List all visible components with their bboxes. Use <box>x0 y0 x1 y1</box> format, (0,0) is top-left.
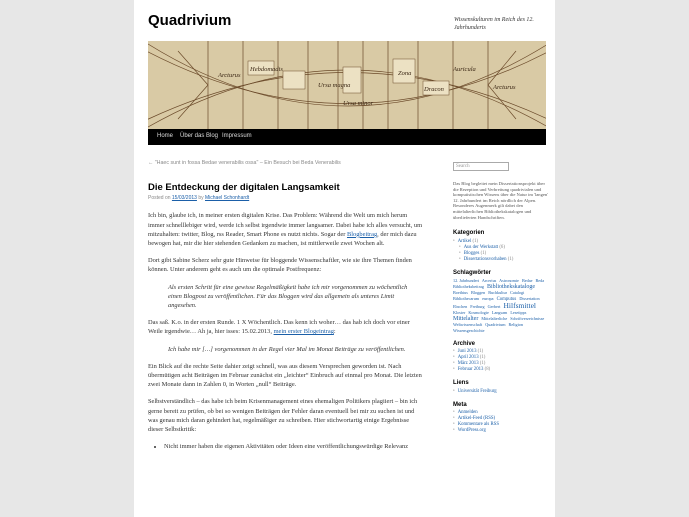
tag-link[interactable]: Religion <box>508 321 523 327</box>
meta-item-link[interactable]: WordPress.org <box>457 428 486 434</box>
category-item-link[interactable]: Artikel <box>457 238 472 244</box>
blockquote: Ich habe mir […] vorgenommen in der Regel vier Mal im Monat Beiträge zu veröffentlichen. <box>168 345 406 353</box>
category-item-link[interactable]: Dissertationsvorhaben <box>463 256 507 262</box>
archive-list <box>453 349 549 373</box>
tag-link[interactable]: Hilfsmittel <box>503 300 536 310</box>
tag-link[interactable]: Buchkultur <box>488 289 508 295</box>
paragraph-text: Das saß. K.o. in der ersten Runde. 1 X Wöchentlich. Das kenn ich woher… das hab ich doch vor einer Weile irgendwie… Ah ja, hier isses: 15.02.2013, <box>148 319 410 336</box>
meta-item <box>453 428 549 434</box>
category-item-count: (1) <box>471 238 479 244</box>
meta-widget <box>453 402 549 434</box>
search-input[interactable]: Search <box>453 162 509 171</box>
first-blog-entry-link[interactable]: mein erster Blogeintrag <box>273 328 334 336</box>
widget-title: Schlagwörter <box>453 269 492 276</box>
site-title[interactable]: Quadrivium <box>148 12 232 29</box>
tag-link[interactable]: Bibliotheksbeitrag <box>453 283 484 289</box>
tag-link[interactable]: Dissertation <box>519 295 540 301</box>
nav-item-imprint[interactable]: Impressum <box>222 133 252 139</box>
site-description: Wissenskulturen im Reich des 12. Jahrhunderts <box>454 17 534 31</box>
manuscript-illustration <box>148 41 546 129</box>
previous-post-link[interactable]: ← "Haec sunt in fossa Bedae venerabilis ossa" – Ein Besuch bei Beda Venerabilis <box>148 160 341 166</box>
post-meta <box>148 194 423 203</box>
blog-about-text: Das Blog begleitet mein Dissertationsprojekt über die Rezeption und Verbreitung quadrivialen und komputistischen Wissens über die Natur im 'langen' 12. Jahrhundert im Reich nördlich der Alpen. Besonderes Augenmerk gilt dabei den mittelalterlichen Bibliothekskatalogen und überlieferten Handschriften. <box>453 181 549 220</box>
category-item-count: (1) <box>506 256 514 262</box>
paragraph-text: : <box>333 328 336 336</box>
main-navigation <box>148 129 546 145</box>
tag-link[interactable]: Mittelalterliche <box>481 315 508 321</box>
tag-link[interactable]: 12. Jahrhundert <box>453 277 480 283</box>
tag-link[interactable]: Bibliothekskataloge <box>486 283 535 290</box>
tag-link[interactable]: Mittelalter <box>453 315 479 322</box>
sidebar <box>453 162 549 441</box>
widget-title: Kategorien <box>453 230 485 237</box>
main-content <box>148 160 423 451</box>
tag-link[interactable]: Boethius <box>453 289 468 295</box>
paragraph <box>148 211 423 248</box>
tag-link[interactable]: Kosmologie <box>468 309 489 315</box>
archive-item-count: (1) <box>476 349 484 355</box>
paragraph-text: , der mich dazu bewogen hat, mir die hier stehenden Gedanken zu machen, ist mittlerweile zwei Wochen alt. <box>148 230 417 248</box>
category-item-count: (6) <box>498 244 505 250</box>
meta-list <box>453 410 549 434</box>
tag-cloud <box>453 278 549 334</box>
links-item <box>453 389 549 395</box>
archive-item-link[interactable]: April 2013 <box>457 355 479 361</box>
post-date-link[interactable]: 15/03/2013 <box>171 195 197 202</box>
tag-link[interactable]: Freiburg <box>470 303 485 309</box>
tag-link[interactable]: Computus <box>496 296 517 302</box>
links-item-link[interactable]: Universität Freiburg <box>457 388 497 394</box>
categories-widget <box>453 230 549 262</box>
links-list <box>453 389 549 395</box>
post-title[interactable]: Die Entdeckung der digitalen Langsamkeit <box>148 182 340 193</box>
banner-label: Ursa minor <box>343 100 374 107</box>
paragraph: Selbstverständlich – das habe ich beim Krisenmanagement eines ehemaligen Politikers plagiiert – bin ich gerne bereit zu prüfen, ob bei so wenigen Beiträgen der Fehler daran eventuell bei mir zu suchen ist und was genau mich daran gehindert hat, regelmäßiger zu schreiben. Hier stichwortartig einige Ergebnisse dieser Selbstkritik: <box>148 398 418 434</box>
author-link[interactable]: Michael Schonhardt <box>205 195 250 202</box>
blogbeitrag-link[interactable]: Blogbeitrag <box>346 230 378 238</box>
archive-item-link[interactable]: Februar 2013 <box>457 367 484 373</box>
tag-link[interactable]: Schriftverzeichnisse <box>510 315 545 321</box>
nav-item-home[interactable]: Home <box>157 133 174 139</box>
tag-link[interactable]: Arcerius <box>481 277 497 283</box>
tag-link[interactable]: Bloggen <box>470 289 486 295</box>
header-banner-image <box>148 41 546 129</box>
meta-prefix: Posted on <box>148 195 172 202</box>
banner-label: Arcturus <box>218 72 241 79</box>
archive-widget <box>453 341 549 373</box>
tag-link[interactable]: Beda <box>535 277 545 283</box>
paragraph: Ein Blick auf die rechte Seite dahier zeigt schnell, was aus diesem Versprechen geworden ist. Nach übermütigen acht Beiträgen im Februar zunächst ein „leichter“ Einbruch auf einmal pro Monat. Die letzten zwei Monate dann in Zahlen 0, in Worten „null“ Beiträge. <box>148 362 422 389</box>
tag-link[interactable]: Kloster <box>453 309 466 315</box>
banner-label: Hebdomadis <box>250 66 283 73</box>
banner-label: Arcturus <box>493 84 516 91</box>
meta-item-link[interactable]: Kommentare als RSS <box>457 422 499 428</box>
page-container <box>134 0 555 517</box>
links-widget <box>453 380 549 394</box>
category-item-link[interactable]: Blogges <box>463 250 480 256</box>
blockquote: Als ersten Schritt für eine gewisse Regelmäßigkeit habe ich mir vorgenommen zu wöchentlich einen Blogpost zu veröffentlichen. Für das Bloggen wird das allgemein als unteres Limit angesehen. <box>168 283 408 310</box>
archive-item-count: (1) <box>478 355 486 361</box>
paragraph: Dort gibt Sabine Scherz sehr gute Hinweise für bloggende Wissenschaftler, wie sie ihre Themen finden können. Unter anderem geht es auch um die optimale Postfrequenz: <box>148 257 412 274</box>
meta-item-link[interactable]: Anmelden <box>457 410 478 416</box>
tag-link[interactable]: europa <box>482 295 494 301</box>
bullet-list <box>148 442 423 451</box>
banner-label: Dracon <box>424 86 444 93</box>
widget-title: Liens <box>453 380 469 387</box>
tag-link[interactable]: Wissensgeschichte <box>453 327 485 333</box>
category-item <box>453 257 549 263</box>
category-list <box>453 239 549 263</box>
paragraph-text: Ich bin, glaube ich, in meiner ersten digitalen Krise. Das Problem: Während die Welt um mich herum immer schnelllebiger wird, werde ich selbst irgendwie immer langsamer. Dabei habe ich alles versucht, um mitzuhalten: twitter, Blog, rss Reader, Smart Phone es nutzt nichts. Sogar der <box>148 212 423 238</box>
tag-link[interactable]: Ebschen <box>453 303 468 309</box>
category-item-count: (1) <box>479 250 487 256</box>
archive-item-count: (1) <box>478 361 486 367</box>
tag-link[interactable]: Quadrivium <box>485 321 506 327</box>
archive-item-link[interactable]: März 2013 <box>457 361 479 367</box>
tags-widget <box>453 270 549 334</box>
banner-label: Auricula <box>453 66 476 73</box>
archive-item-count: (8) <box>483 367 491 373</box>
meta-item-link[interactable]: Artikel-Feed (RSS) <box>457 416 496 422</box>
tag-link[interactable]: Bedae <box>521 277 533 283</box>
banner-label: Zona <box>398 70 412 77</box>
tag-link[interactable]: Lesetipps <box>510 309 527 315</box>
tag-link[interactable]: Langsam <box>491 309 508 315</box>
tag-link[interactable]: Catalogi <box>510 289 525 295</box>
list-item: • Nicht immer haben die eigenen Aktivitäten oder Ideen eine veröffentlichungswürdige Relevanz <box>164 442 423 451</box>
tag-link[interactable]: Astronomie <box>499 277 519 283</box>
meta-by: by <box>196 195 205 202</box>
tag-link[interactable]: Bibliothecarum <box>453 295 480 301</box>
category-item-link[interactable]: Aus der Werkstatt <box>463 244 499 250</box>
paragraph <box>148 318 423 336</box>
banner-label: Ursa magna <box>318 82 351 89</box>
tag-link[interactable]: Gerbert <box>487 303 501 309</box>
archive-item-link[interactable]: Juni 2013 <box>457 349 477 355</box>
tag-link[interactable]: Weltwissenschaft <box>453 321 483 327</box>
widget-title: Meta <box>453 401 467 408</box>
nav-item-about-blog[interactable]: Über das Blog <box>180 133 219 139</box>
archive-item <box>453 367 549 373</box>
widget-title: Archive <box>453 340 476 347</box>
